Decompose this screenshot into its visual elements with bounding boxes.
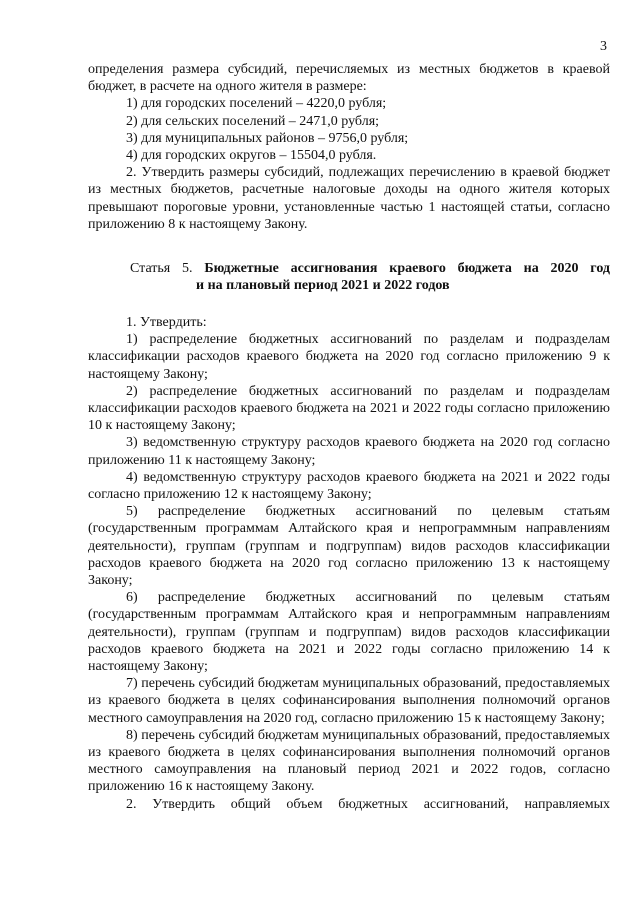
article-title-line-1: Бюджетные ассигнования краевого бюджета на 2020 год — [204, 261, 610, 276]
intro-list-item: 4) для городских округов – 15504,0 рубля. — [126, 148, 377, 164]
article-list-item: 8) перечень субсидий бюджетам муниципальных образований, предоставляемых из краевого бюджета в целях софинансирования выполнения полномочий органов местного самоуправления на плановый период 2021 и 2022 годов, согласно приложению 16 к настоящему Закону. — [88, 727, 610, 795]
article-list-item: 1) распределение бюджетных ассигнований по разделам и подразделам классификации расходов краевого бюджета на 2020 год согласно приложению 9 к настоящему Закону; — [88, 332, 610, 382]
article-list-item: 7) перечень субсидий бюджетам муниципальных образований, предоставляемых из краевого бюджета в целях софинансирования выполнения полномочий органов местного самоуправления на 2020 год, согласно приложению 15 к настоящему Закону; — [88, 676, 610, 726]
article-body — [88, 314, 610, 813]
intro-section — [88, 61, 610, 233]
article-heading-line-1 — [88, 260, 610, 277]
article-tail: 2. Утвердить общий объем бюджетных ассигнований, направляемых — [126, 796, 610, 812]
article-lead: 1. Утвердить: — [126, 315, 207, 330]
intro-paragraph-2: 2. Утвердить размеры субсидий, подлежащих перечислению в краевой бюджет из местных бюджетов, расчетные налоговые доходы на одного жителя которых превышают пороговые уровни, установленные частью 1 настоящей статьи, согласно приложению 8 к настоящему Закону. — [88, 165, 610, 232]
article-list-item: 3) ведомственную структуру расходов краевого бюджета на 2020 год согласно приложению 11 к настоящему Закону; — [88, 435, 610, 468]
article-list-item: 5) распределение бюджетных ассигнований по целевым статьям (государственным программам Алтайского края и непрограммным направлениям деятельности), группам (группам и подгруппам) видов расходов классификации расходов краевого бюджета на 2020 год согласно приложению 13 к настоящему Закону; — [88, 504, 610, 589]
article-title-line-2: и на плановый период 2021 и 2022 годов — [196, 278, 450, 294]
intro-paragraph: определения размера субсидий, перечисляемых из местных бюджетов в краевой бюджет, в расчете на одного жителя в размере: — [88, 62, 610, 95]
article-heading — [88, 260, 610, 294]
page-number: 3 — [600, 39, 607, 54]
article-list-item: 4) ведомственную структуру расходов краевого бюджета на 2021 и 2022 годы согласно приложению 12 к настоящему Закону; — [88, 469, 610, 503]
article-heading-line-2 — [88, 277, 610, 294]
article-list-item: 6) распределение бюджетных ассигнований по целевым статьям (государственным программам Алтайского края и непрограммным направлениям деятельности), группам (группам и подгруппам) видов расходов классификации расходов краевого бюджета на 2021 и 2022 годы согласно приложению 14 к настоящему Закону; — [88, 590, 610, 675]
intro-list-item: 1) для городских поселений – 4220,0 рубля; — [126, 96, 387, 112]
intro-list-item: 3) для муниципальных районов – 9756,0 рубля; — [126, 130, 409, 146]
intro-list-item: 2) для сельских поселений – 2471,0 рубля; — [126, 113, 380, 129]
article-prefix: Статья 5. — [130, 261, 193, 276]
article-list-item: 2) распределение бюджетных ассигнований по разделам и подразделам классификации расходов краевого бюджета на 2021 и 2022 годы согласно приложению 10 к настоящему Закону; — [88, 383, 610, 434]
